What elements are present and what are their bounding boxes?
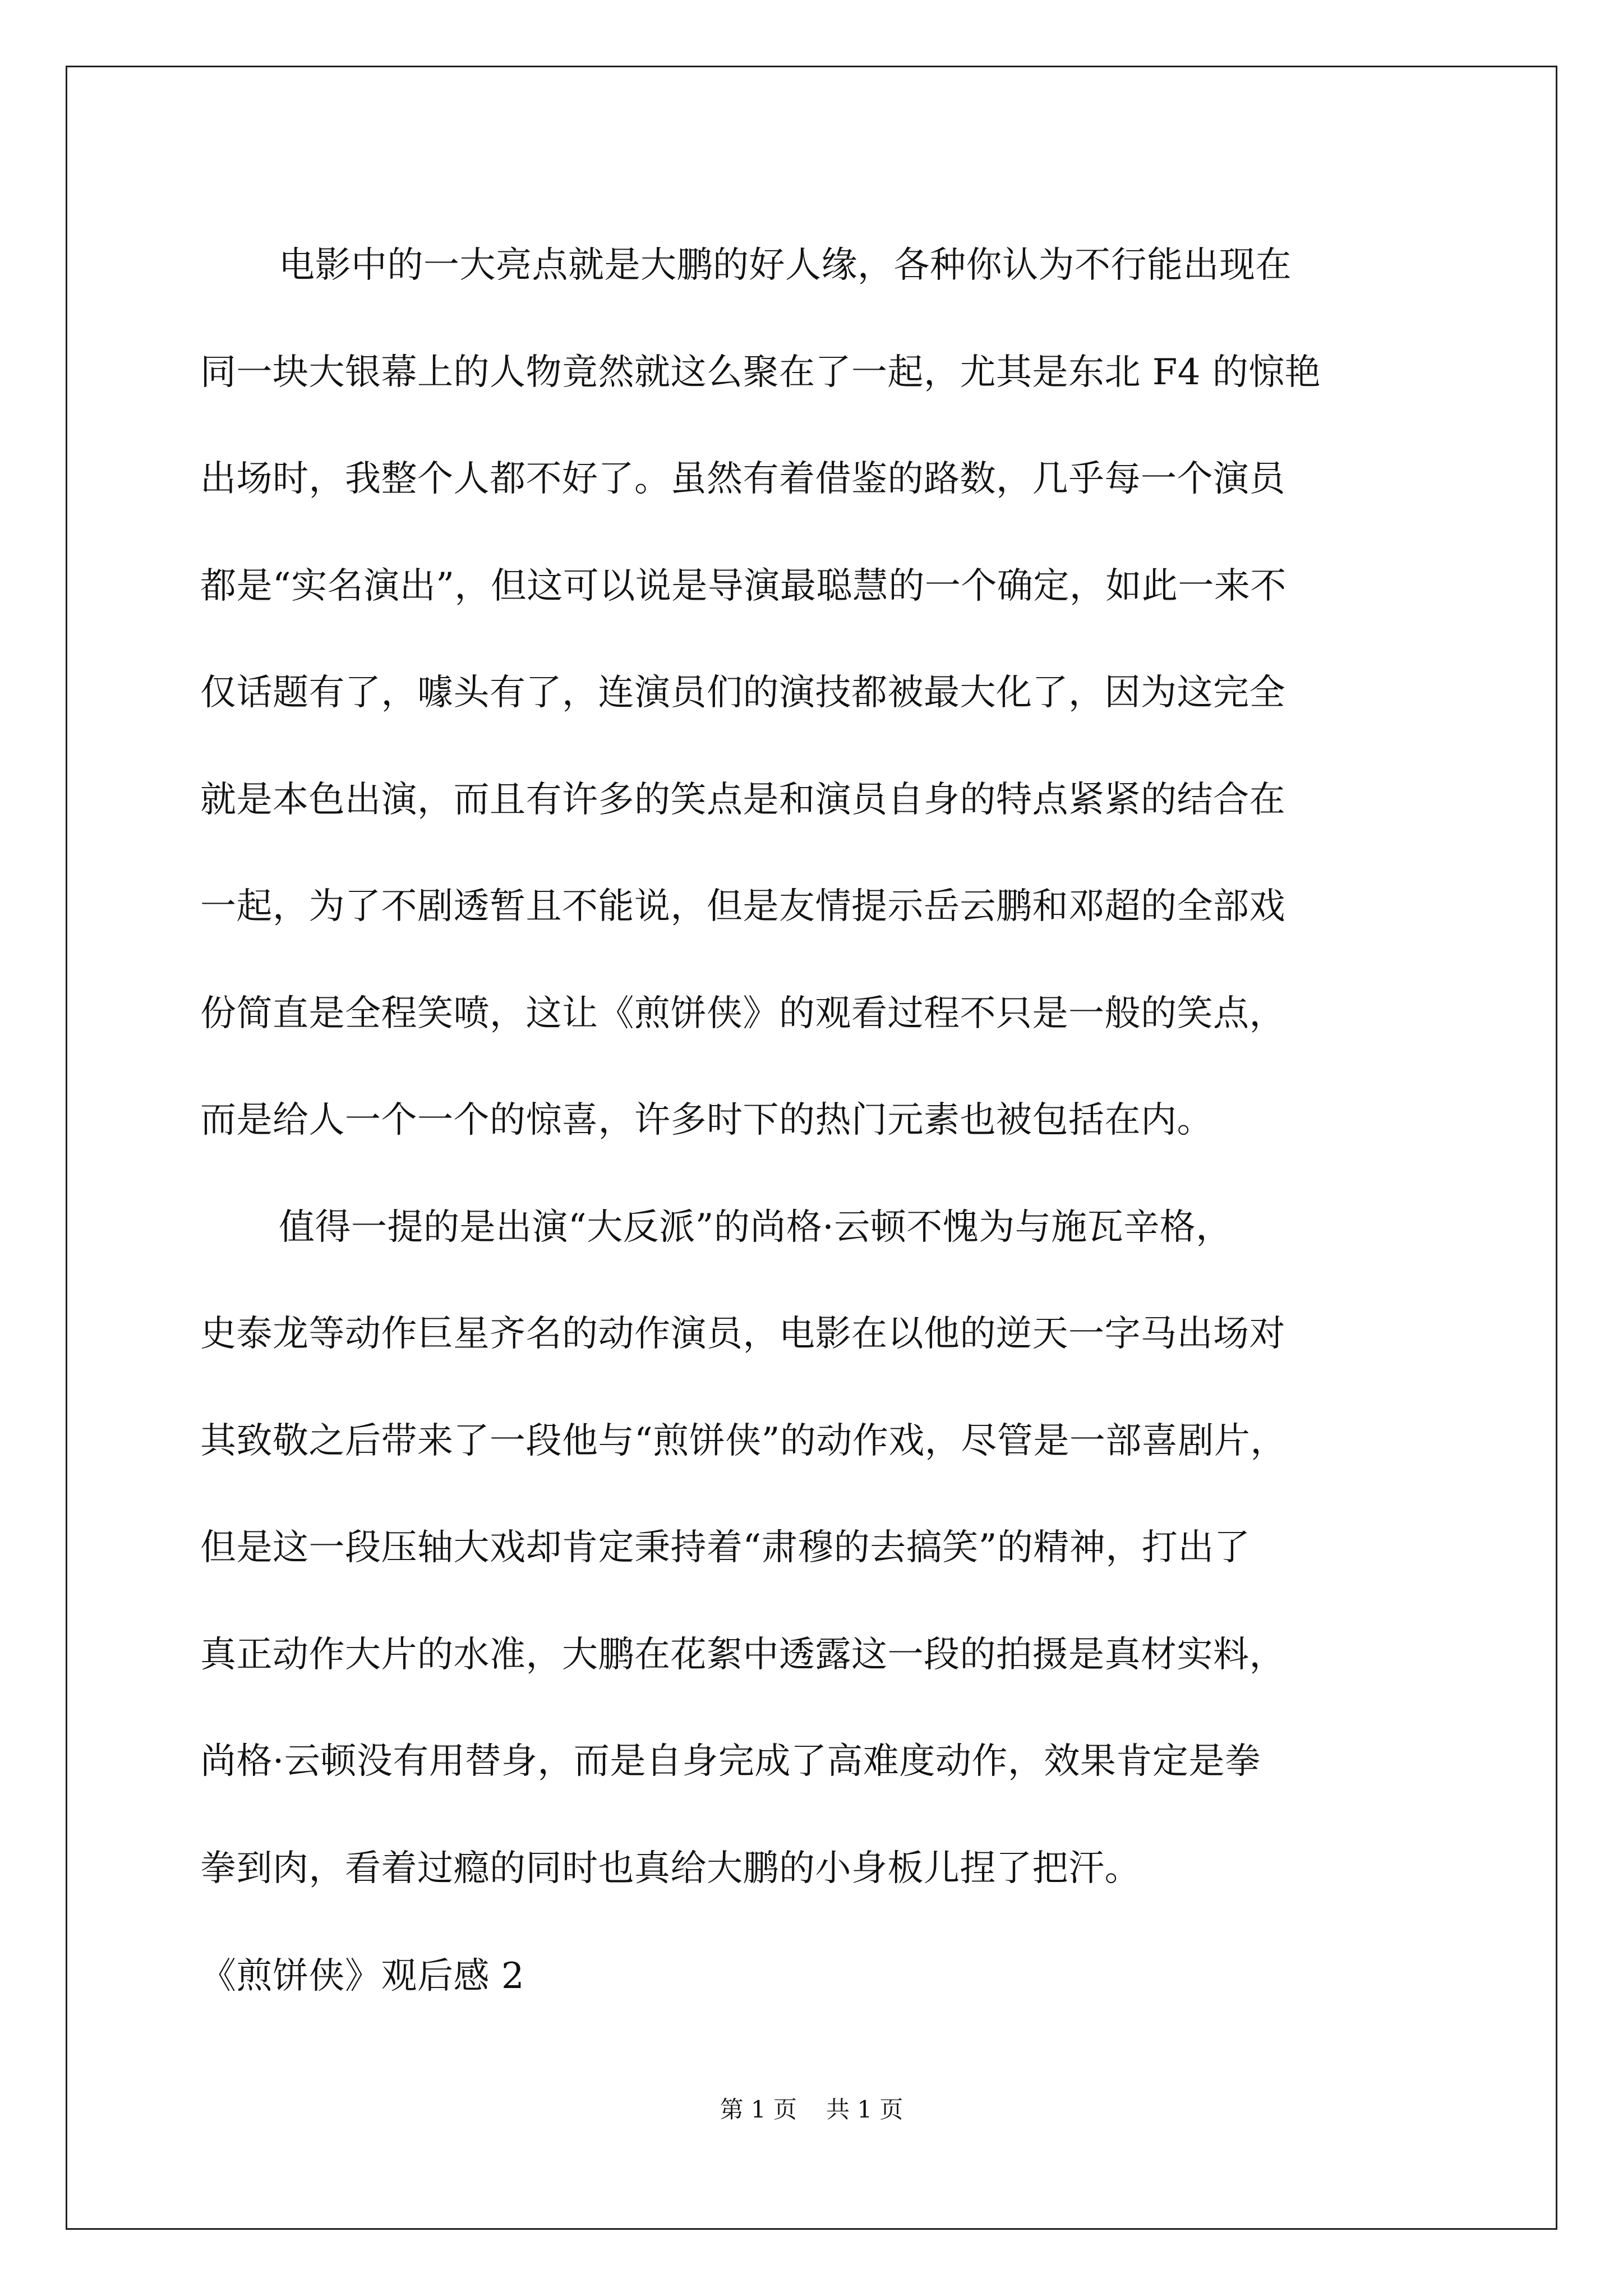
text-line: 尚格·云顿没有用替身，而是自身完成了高难度动作，效果肯定是拳: [200, 1741, 1261, 1782]
text-line: 其致敬之后带来了一段他与“煎饼侠”的动作戏，尽管是一部喜剧片，: [200, 1420, 1287, 1462]
text-line: 电影中的一大亮点就是大鹏的好人缘，各种你认为不行能出现在: [279, 245, 1292, 286]
page-number: 第 1 页: [720, 2096, 797, 2123]
text-line: 同一块大银幕上的人物竟然就这么聚在了一起，尤其是东北 F4 的惊艳: [200, 351, 1321, 393]
paragraph-2: [200, 1174, 1428, 1922]
page-footer: [0, 2091, 1623, 2125]
text-line: 仅话题有了，噱头有了，连演员们的演技都被最大化了，因为这完全: [200, 672, 1285, 714]
text-line: 份简直是全程笑喷，这让《煎饼侠》的观看过程不只是一般的笑点，: [200, 992, 1285, 1034]
text-line: 出场时，我整个人都不好了。虽然有着借鉴的路数，几乎每一个演员: [200, 458, 1285, 500]
text-line: 史泰龙等动作巨星齐名的动作演员，电影在以他的逆天一字马出场对: [200, 1313, 1285, 1355]
document-body: [200, 212, 1428, 2030]
text-line: 一起，为了不剧透暂且不能说，但是友情提示岳云鹏和邓超的全部戏: [200, 886, 1285, 927]
text-line: 真正动作大片的水准，大鹏在花絮中透露这一段的拍摄是真材实料，: [200, 1634, 1285, 1676]
page-total: 共 1 页: [826, 2096, 903, 2123]
text-line: 而是给人一个一个的惊喜，许多时下的热门元素也被包括在内。: [200, 1099, 1213, 1141]
text-line: 但是这一段压轴大戏却肯定秉持着“肃穆的去搞笑”的精神，打出了: [200, 1527, 1251, 1568]
text-line: 都是“实名演出”，但这可以说是导演最聪慧的一个确定，如此一来不: [200, 565, 1287, 607]
text-line: 值得一提的是出演“大反派”的尚格·云顿不愧为与施瓦辛格，: [279, 1206, 1232, 1248]
section-heading: 《煎饼侠》观后感 2: [200, 1955, 525, 1997]
text-line: 就是本色出演，而且有许多的笑点是和演员自身的特点紧紧的结合在: [200, 779, 1285, 821]
paragraph-1: [200, 212, 1428, 1174]
text-line: 拳到肉，看着过瘾的同时也真给大鹏的小身板儿捏了把汗。: [200, 1847, 1141, 1889]
